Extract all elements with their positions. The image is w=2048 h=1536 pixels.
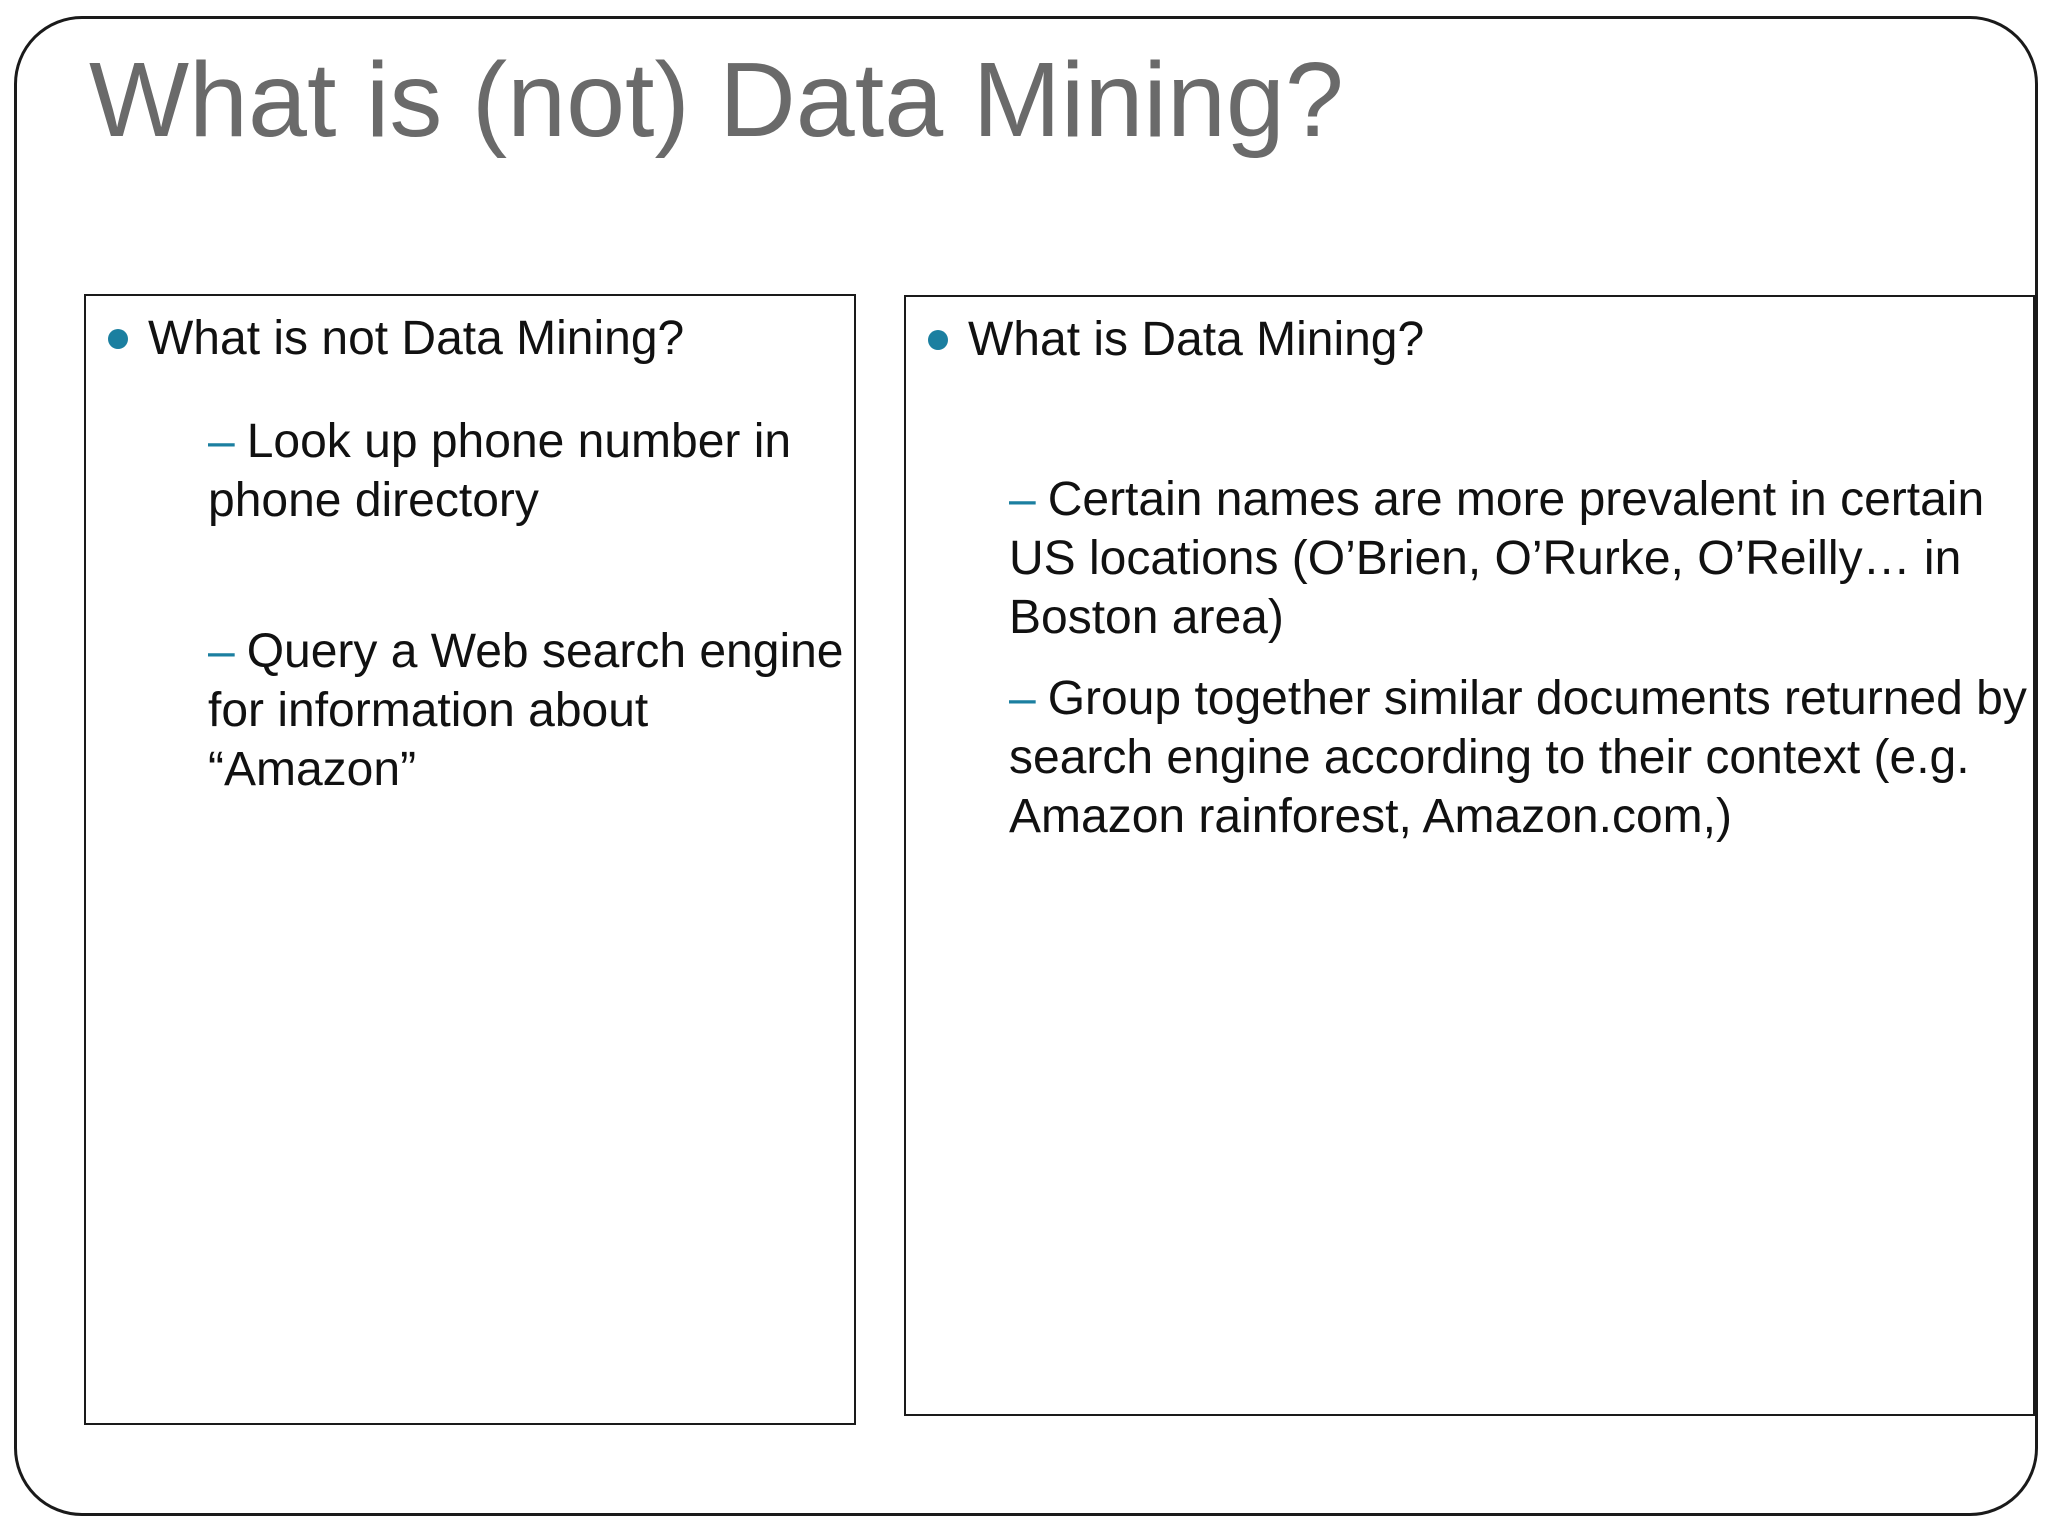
dash-icon: – (1009, 672, 1036, 725)
dash-icon: – (1009, 473, 1036, 526)
dash-icon: – (208, 415, 235, 468)
right-list-item (1009, 669, 2033, 846)
right-panel (904, 295, 2035, 1416)
slide-frame (14, 16, 2038, 1516)
dash-icon: – (208, 625, 235, 678)
right-list-item (1009, 470, 2033, 647)
left-list-item (208, 622, 848, 799)
right-list-item-text: Certain names are more prevalent in certain US locations (O’Brien, O’Rurke, O’Reilly… in Boston area) (1009, 473, 1985, 644)
left-list-item (208, 412, 848, 530)
slide-title: What is (not) Data Mining? (89, 41, 1344, 159)
bullet-dot-icon (108, 329, 128, 349)
left-list-item-text: Query a Web search engine for information about “Amazon” (208, 625, 844, 796)
right-heading-row (928, 311, 1424, 369)
left-panel (84, 294, 856, 1425)
right-list-item-text: Group together similar documents returned by search engine according to their context (e.g. Amazon rainforest, Amazon.com,) (1009, 672, 2027, 843)
left-heading: What is not Data Mining? (148, 312, 685, 365)
left-heading-row (108, 310, 684, 368)
bullet-dot-icon (928, 330, 948, 350)
right-heading: What is Data Mining? (968, 313, 1425, 366)
left-list-item-text: Look up phone number in phone directory (208, 415, 792, 527)
